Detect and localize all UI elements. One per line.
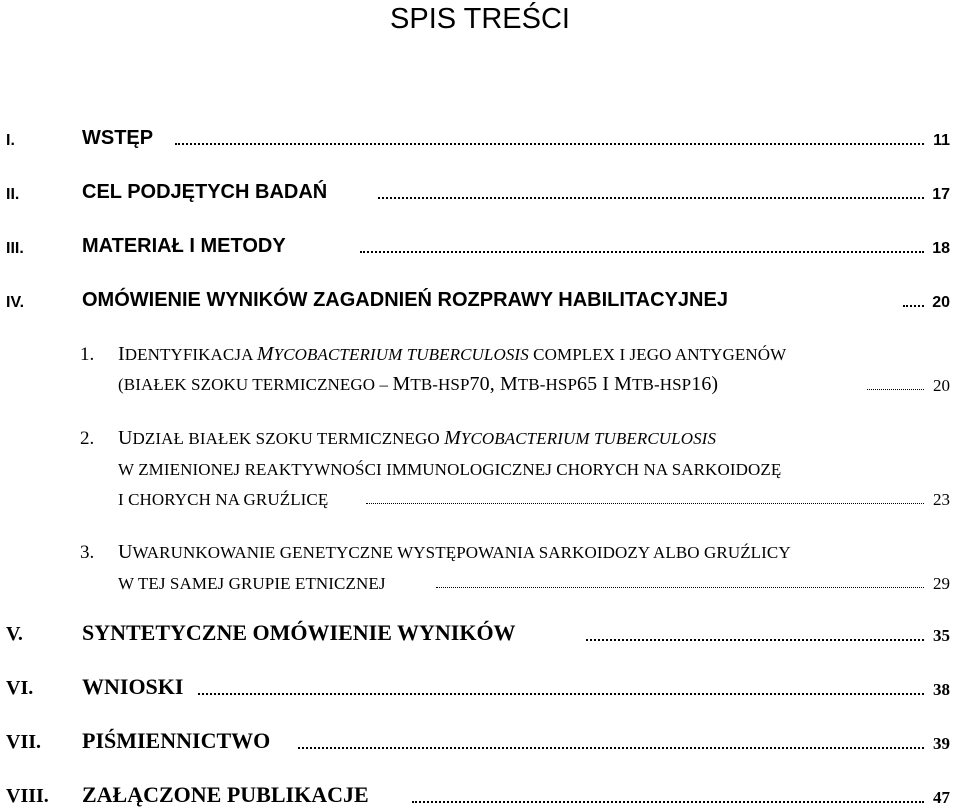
toc-page: 11	[933, 132, 950, 149]
toc-title: CEL PODJĘTYCH BADAŃ	[82, 181, 328, 203]
toc-entry-iv[interactable]	[0, 286, 960, 312]
toc-page: 17	[932, 186, 950, 203]
toc-subentry-2-line1[interactable]	[0, 424, 960, 450]
toc-title: OMÓWIENIE WYNIKÓW ZAGADNIEŃ ROZPRAWY HABILITACYJNEJ	[82, 289, 728, 311]
toc-title-line: IDENTYFIKACJA MYCOBACTERIUM TUBERCULOSIS COMPLEX I JEGO ANTYGENÓW	[118, 343, 787, 365]
toc-subentry-2-line2[interactable]	[0, 454, 960, 480]
toc-entry-ii[interactable]	[0, 178, 960, 204]
dot-leader	[360, 251, 924, 253]
toc-number: 1.	[80, 344, 95, 365]
dot-leader	[198, 693, 924, 695]
toc-subentry-3-line1[interactable]	[0, 538, 960, 564]
toc-page: 35	[933, 626, 950, 645]
toc-number: 2.	[80, 428, 95, 449]
toc-entry-vii[interactable]	[0, 728, 960, 754]
dot-leader	[903, 305, 924, 307]
toc-number: VIII.	[6, 785, 49, 807]
toc-title: MATERIAŁ I METODY	[82, 235, 286, 257]
toc-title-line: W TEJ SAMEJ GRUPIE ETNICZNEJ	[118, 574, 386, 593]
toc-title-line: UWARUNKOWANIE GENETYCZNE WYSTĘPOWANIA SARKOIDOZY ALBO GRUŹLICY	[118, 541, 791, 563]
dot-leader	[412, 801, 924, 803]
toc-title: PIŚMIENNICTWO	[82, 728, 271, 753]
page-title: SPIS TREŚCI	[390, 3, 570, 35]
toc-title-line: I CHORYCH NA GRUŹLICĘ	[118, 490, 329, 509]
toc-entry-v[interactable]	[0, 620, 960, 646]
toc-number: VI.	[6, 677, 34, 699]
toc-page: 20	[933, 376, 950, 395]
toc-number: I.	[6, 132, 15, 149]
toc-page: 29	[933, 574, 950, 593]
toc-number: V.	[6, 623, 23, 645]
toc-number: VII.	[6, 731, 42, 753]
toc-page: 39	[933, 734, 950, 753]
dot-leader	[436, 587, 924, 588]
dot-leader	[298, 747, 924, 749]
toc-subentry-1-line2[interactable]	[0, 370, 960, 396]
toc-entry-iii[interactable]	[0, 232, 960, 258]
dot-leader	[366, 503, 924, 504]
dot-leader	[175, 143, 924, 145]
toc-subentry-2-line3[interactable]	[0, 484, 960, 510]
toc-page: 18	[932, 240, 950, 257]
toc-subentry-3-line2[interactable]	[0, 568, 960, 594]
toc-subentry-1-line1[interactable]	[0, 340, 960, 366]
toc-title: ZAŁĄCZONE PUBLIKACJE	[82, 782, 369, 807]
toc-entry-vi[interactable]	[0, 674, 960, 700]
toc-page: 47	[933, 788, 950, 807]
toc-title-line: W ZMIENIONEJ REAKTYWNOŚCI IMMUNOLOGICZNEJ CHORYCH NA SARKOIDOZĘ	[118, 460, 782, 479]
toc-number: 3.	[80, 542, 95, 563]
toc-title: WNIOSKI	[82, 674, 184, 699]
dot-leader	[586, 639, 924, 641]
dot-leader	[378, 197, 924, 199]
toc-entry-viii[interactable]	[0, 782, 960, 808]
toc-page: 23	[933, 490, 950, 509]
toc-title: WSTĘP	[82, 127, 154, 149]
toc-number: IV.	[6, 294, 25, 311]
toc-page: 20	[932, 294, 950, 311]
toc-entry-i[interactable]	[0, 124, 960, 150]
toc-title: SYNTETYCZNE OMÓWIENIE WYNIKÓW	[82, 620, 516, 645]
toc-title-line: (BIAŁEK SZOKU TERMICZNEGO – MTB-HSP70, MTB-HSP65 I MTB-HSP16)	[118, 373, 719, 395]
toc-page: 38	[933, 680, 950, 699]
toc-number: III.	[6, 240, 24, 257]
toc-number: II.	[6, 186, 20, 203]
dot-leader	[867, 389, 924, 390]
toc-title-line: UDZIAŁ BIAŁEK SZOKU TERMICZNEGO MYCOBACTERIUM TUBERCULOSIS	[118, 427, 717, 449]
